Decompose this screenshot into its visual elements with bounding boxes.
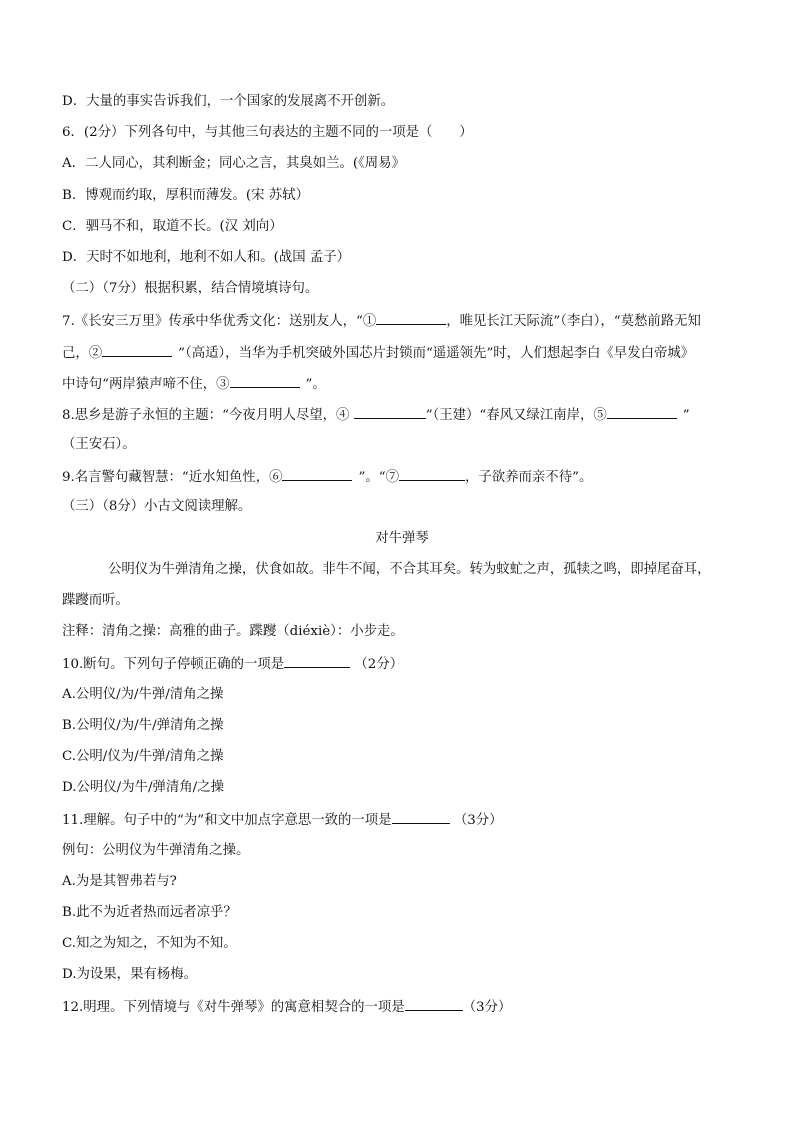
q11-option-a: A.为是其智弗若与? [62, 873, 177, 889]
q12-stem [62, 996, 742, 1016]
answer-blank-7[interactable] [399, 466, 465, 481]
q7-text: ”（高适），当华为手机突破外国芯片封锁而“遥遥领先”时，人们想起李白《早发白帝城》 [178, 345, 695, 361]
q6-option-c: C．驷马不和，取道不长。(汉 刘向） [62, 218, 283, 234]
q7-line2 [62, 342, 742, 362]
q10-option-b: B.公明仪/为/牛/弹清角之操 [62, 717, 224, 733]
q12-score: （3分） [462, 1000, 512, 1016]
q8-text: ”（王建）“春风又绿江南岸，⑤ [425, 407, 607, 423]
q6-option-d: D．天时不如地利，地利不如人和。(战国 孟子） [62, 249, 351, 265]
passage-note: 注释：清角之操：高雅的曲子。蹀躞（diéxiè）：小步走。 [62, 624, 404, 640]
answer-blank-3[interactable] [230, 373, 300, 388]
q11-score: （3分） [449, 813, 503, 829]
passage-title: 对牛弹琴 [375, 530, 429, 546]
answer-blank-6[interactable] [282, 466, 352, 481]
q10-option-a: A.公明仪/为/牛弹/清角之操 [62, 686, 224, 702]
answer-blank-q11[interactable] [392, 809, 450, 824]
q7-text: ，唯见长江天际流”（李白），“莫愁前路无知 [446, 314, 701, 330]
q9-line [62, 466, 742, 486]
answer-blank-q10[interactable] [284, 653, 350, 668]
answer-blank-1[interactable] [376, 310, 446, 325]
q11-stem [62, 809, 742, 829]
q6-stem: 6．(2分）下列各句中，与其他三句表达的主题不同的一项是（ ） [62, 125, 473, 141]
q7-text: ”。 [305, 376, 326, 392]
q8-line2: （王安石）。 [62, 437, 136, 453]
passage-body-line1: 公明仪为牛弹清角之操，伏食如故。非牛不闻，不合其耳矣。转为蚊虻之声，孤犊之鸣，即掉尾奋耳， [108, 561, 711, 577]
passage-body-line2: 蹀躞而听。 [62, 593, 129, 608]
answer-blank-4[interactable] [354, 404, 426, 419]
q11-example: 例句：公明仪为牛弹清角之操。 [62, 842, 250, 858]
q11-text: 11.理解。句子中的“为”和文中加点字意思一致的一项是 [62, 813, 392, 829]
q7-text: 己，② [62, 345, 103, 361]
q10-text: 10.断句。下列句子停顿正确的一项是 [62, 657, 285, 673]
q9-text: 9.名言警句藏智慧：“近水知鱼性，⑥ [62, 470, 283, 486]
q11-option-d: D.为设果，果有杨梅。 [62, 967, 198, 983]
exam-page [62, 92, 742, 1028]
q7-text: 7.《长安三万里》传承中华优秀文化：送别友人，“① [62, 314, 377, 330]
q7-line3 [62, 373, 742, 393]
q6-option-b: B．博观而约取，厚积而薄发。(宋 苏轼） [62, 187, 309, 203]
q10-score: （2分） [350, 657, 404, 673]
q6-option-a: A．二人同心，其利断金；同心之言，其臭如兰。(《周易》 [62, 156, 405, 172]
q10-option-d: D.公明仪/为牛/弹清角/之操 [62, 780, 224, 796]
answer-blank-5[interactable] [607, 404, 677, 419]
section2-heading: （二）（7分）根据积累，结合情境填诗句。 [62, 281, 319, 297]
q7-text: 中诗句“两岸猿声啼不住，③ [62, 376, 230, 392]
q9-text: ，子欲养而亲不待”。 [464, 470, 593, 486]
q9-text: ”。“⑦ [358, 470, 399, 486]
q11-option-c: C.知之为知之，不知为不知。 [62, 936, 237, 952]
answer-blank-2[interactable] [102, 342, 172, 357]
q8-line1 [62, 404, 742, 424]
answer-blank-q12[interactable] [405, 996, 463, 1011]
q8-text: ” [682, 407, 690, 423]
section3-heading: （三）（8分）小古文阅读理解。 [62, 499, 252, 515]
q10-option-c: C.公明/仪为/牛弹/清角之操 [62, 748, 224, 764]
q5-option-d: D．大量的事实告诉我们，一个国家的发展离不开创新。 [62, 94, 395, 109]
q8-text: 8.思乡是游子永恒的主题：“今夜月明人尽望，④ [62, 407, 354, 423]
q10-stem [62, 653, 742, 673]
q11-option-b: B.此不为近者热而远者凉乎？ [62, 904, 237, 920]
q7-line1 [62, 310, 742, 330]
q12-text: 12.明理。下列情境与《对牛弹琴》的寓意相契合的一项是 [62, 1000, 405, 1016]
